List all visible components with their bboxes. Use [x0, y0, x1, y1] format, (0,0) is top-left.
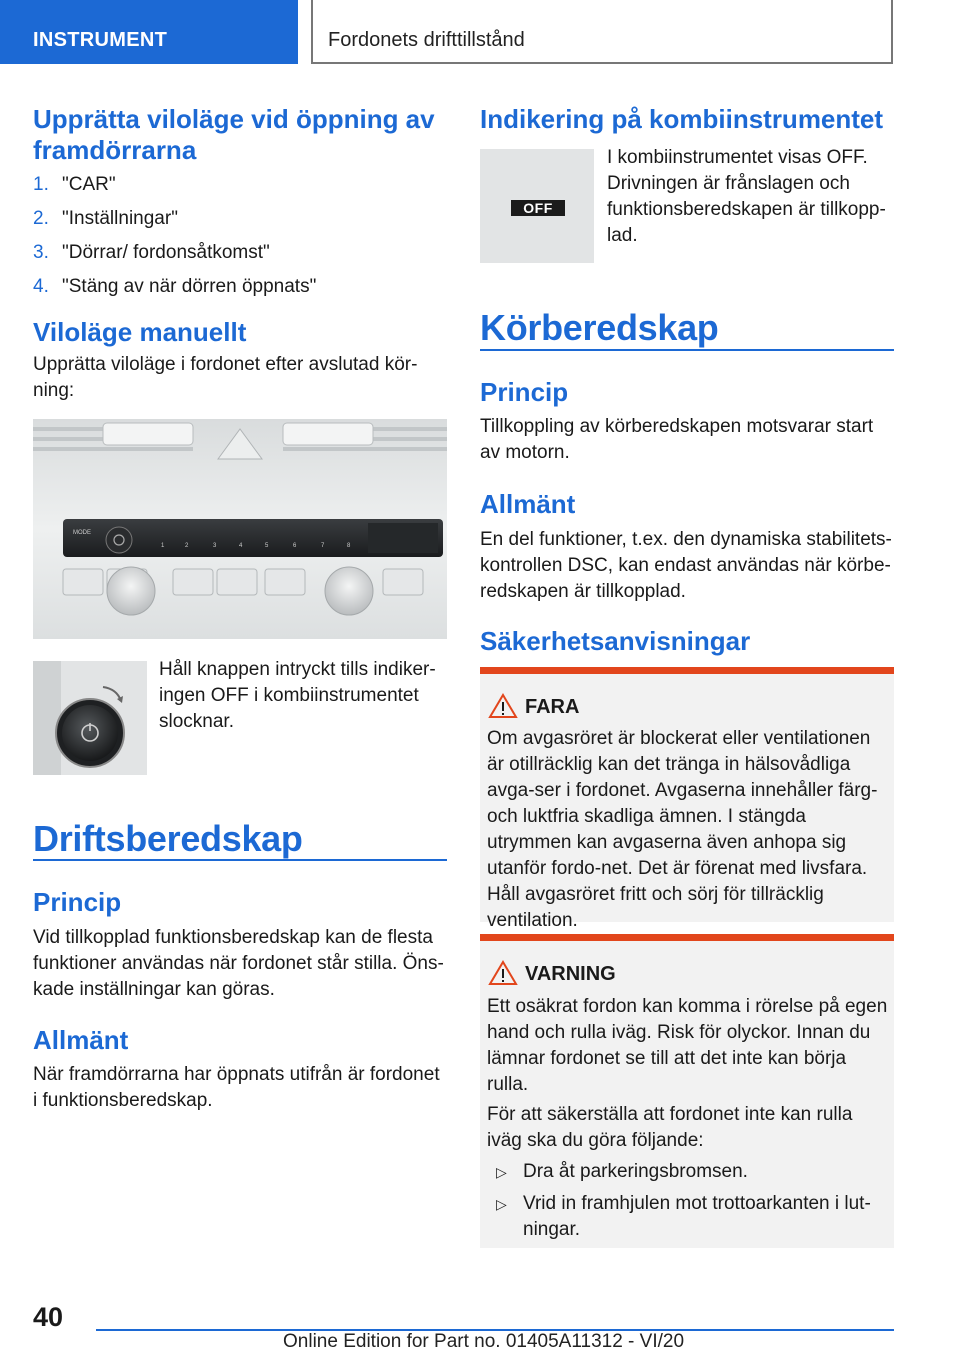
warning-triangle-icon [488, 960, 518, 986]
preset-number: 2 [185, 543, 189, 549]
list-item [33, 206, 447, 240]
list-item [480, 1191, 888, 1243]
heading-principle: Princip [33, 887, 122, 917]
preset-number: 4 [239, 543, 243, 549]
paragraph-general: En del funktioner, t.ex. den dynamiska stabilitets-kontrollen DSC, kan endast användas när körbe-redskapen är tillkopplad. [480, 529, 892, 602]
danger-text: Om avgasröret är blockerat eller ventilationen är otillräcklig kan det tränga in hälsovådliga avga-ser i fordonet. Avgaserna innehåller färg- och luktfria skadliga ämnen. I stängda utrymmen kan avgaserna även anhopa sig utanför fordo-net. Det är förenat med livsfara. Håll avgasröret fritt och sörj för tillräcklig ventilation. [487, 728, 878, 931]
paragraph-principle: Tillkoppling av körberedskapen motsvarar start av motorn. [480, 416, 874, 463]
warning-triangle-icon [488, 693, 518, 719]
heading-rule [480, 349, 894, 351]
step-number: 2. [33, 208, 49, 229]
off-indicator-image [480, 149, 594, 263]
list-item [33, 240, 447, 274]
preset-number: 3 [213, 543, 217, 549]
radio-panel-image [33, 419, 447, 639]
step-text: "Inställningar" [62, 208, 178, 229]
chapter-title: Fordonets drifttillstånd [328, 29, 525, 51]
heading-safety: Säkerhetsanvisningar [480, 626, 751, 656]
off-badge: OFF [511, 200, 565, 216]
power-knob-image [33, 661, 147, 775]
preset-number: 1 [161, 543, 165, 549]
section-tab-label: INSTRUMENT [33, 29, 168, 51]
warning-text-2: För att säkerställa att fordonet inte kan rulla iväg ska du göra följande: [487, 1104, 853, 1151]
warning-notice [480, 934, 894, 1248]
paragraph-rest-manual: Upprätta viloläge i fordonet efter avslutad kör-ning: [33, 354, 418, 401]
heading-rest-on-door: Upprätta viloläge vid öppning av framdörrarna [33, 104, 435, 165]
triangle-bullet-icon: ▷ [496, 1196, 507, 1212]
step-text: "CAR" [62, 174, 116, 195]
preset-number: 5 [265, 543, 269, 549]
step-text: "Dörrar/ fordonsåtkomst" [62, 242, 270, 263]
heading-principle: Princip [480, 377, 569, 407]
page-number: 40 [33, 1302, 64, 1332]
heading-operational-readiness: Driftsberedskap [33, 818, 303, 859]
paragraph-indicator: I kombiinstrumentet visas OFF. Drivningen är frånslagen och funktionsberedskapen är tillkopp-lad. [607, 147, 886, 246]
danger-label: FARA [525, 696, 580, 718]
list-item [480, 1159, 888, 1191]
danger-bar [480, 667, 894, 674]
heading-drive-readiness: Körberedskap [480, 307, 719, 348]
preset-number: 8 [347, 543, 351, 549]
list-item-text: Dra åt parkeringsbromsen. [523, 1161, 748, 1182]
preset-number: 6 [293, 543, 297, 549]
chapter-header [311, 0, 893, 64]
warning-label: VARNING [525, 963, 616, 985]
heading-indicator: Indikering på kombiinstrumentet [480, 104, 884, 134]
list-item [33, 274, 447, 308]
steps-list [33, 172, 447, 308]
mode-label: MODE [73, 530, 91, 536]
footer-edition: Online Edition for Part no. 01405A11312 - VI/20 [283, 1331, 685, 1352]
radio-panel-illustration [33, 419, 447, 639]
heading-general: Allmänt [480, 489, 576, 519]
list-item [33, 172, 447, 206]
warning-list [480, 1159, 888, 1243]
step-number: 1. [33, 174, 49, 195]
step-number: 4. [33, 276, 49, 297]
triangle-bullet-icon: ▷ [496, 1164, 507, 1180]
warning-bar [480, 934, 894, 941]
heading-rest-manual: Viloläge manuellt [33, 317, 247, 347]
section-tab [0, 0, 298, 64]
danger-notice [480, 667, 894, 931]
preset-number: 7 [321, 543, 325, 549]
step-text: "Stäng av när dörren öppnats" [62, 276, 317, 297]
warning-text-1: Ett osäkrat fordon kan komma i rörelse på egen hand och rulla iväg. Risk för olyckor. Innan du lämnar fordonet se till att det inte kan börja rulla. [487, 996, 888, 1095]
paragraph-hold-button: Håll knappen intryckt tills indiker-ingen OFF i kombiinstrumentet slocknar. [159, 659, 436, 732]
power-knob-illustration [33, 661, 147, 775]
paragraph-general: När framdörrarna har öppnats utifrån är fordonet i funktionsberedskap. [33, 1064, 440, 1111]
paragraph-principle: Vid tillkopplad funktionsberedskap kan de flesta funktioner användas när fordonet står stilla. Öns-kade inställningar kan göras. [33, 927, 444, 1000]
heading-rule [33, 859, 447, 861]
step-number: 3. [33, 242, 49, 263]
heading-general: Allmänt [33, 1025, 129, 1055]
list-item-text: Vrid in framhjulen mot trottoarkanten i lut-ningar. [523, 1193, 871, 1240]
